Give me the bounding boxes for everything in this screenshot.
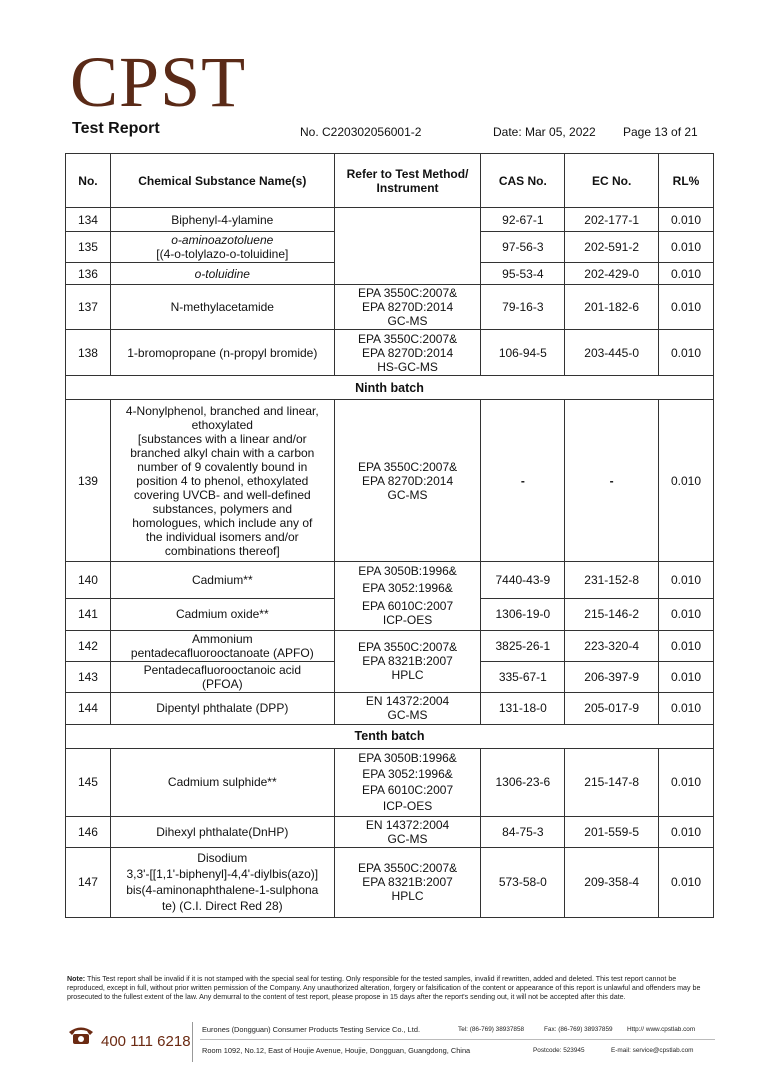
report-header (70, 120, 710, 142)
cell-method (334, 816, 481, 847)
footer-rule (200, 1039, 715, 1040)
col-header-no: No. (66, 154, 111, 208)
report-title: Test Report (72, 120, 160, 137)
cell-no: 139 (66, 400, 111, 562)
method-line: EPA 3550C:2007& (357, 861, 458, 875)
table-row (66, 816, 714, 847)
name-line: the individual isomers and/or (145, 529, 299, 544)
method-line: EPA 3550C:2007& (357, 286, 458, 300)
cell-rl: 0.010 (659, 816, 714, 847)
name-line: Pentadecafluorooctanoic acid (143, 662, 302, 677)
name-line: position 4 to phenol, ethoxylated (136, 473, 309, 488)
name-line: [substances with a linear and/or (137, 431, 307, 446)
name-line: [(4-o-tolylazo-o-toluidine] (156, 247, 289, 261)
cell-method (334, 748, 481, 816)
name-line: ethoxylated (191, 417, 253, 432)
cell-method (334, 630, 481, 692)
cell-rl: 0.010 (659, 208, 714, 232)
company-fax: Fax: (86-769) 38937859 (544, 1026, 613, 1033)
cell-name: o-toluidine (110, 263, 334, 285)
cell-ec: 202-177-1 (565, 208, 659, 232)
cell-name (110, 661, 334, 692)
cell-rl: 0.010 (659, 562, 714, 599)
table-row (66, 692, 714, 724)
batch-header-row (66, 376, 714, 400)
cell-cas: 97-56-3 (481, 232, 565, 263)
cell-cas: 335-67-1 (481, 661, 565, 692)
name-line: homologues, which include any of (132, 515, 313, 530)
name-line: 3,3'-[[1,1'-biphenyl]-4,4'-diylbis(azo)] (126, 867, 319, 881)
method-line: EPA 8270D:2014 (361, 345, 454, 360)
method-line: EPA 6010C:2007 (361, 783, 454, 797)
batch-label: Ninth batch (66, 376, 714, 400)
method-line: EN 14372:2004 (365, 694, 450, 708)
cell-name: Dipentyl phthalate (DPP) (110, 692, 334, 724)
method-line: GC-MS (387, 831, 428, 846)
table-row (66, 598, 714, 630)
cell-method (334, 692, 481, 724)
name-line: covering UVCB- and well-defined (133, 487, 311, 502)
telephone-icon (67, 1025, 95, 1045)
report-number: No. C220302056001-2 (300, 125, 422, 139)
cell-rl: 0.010 (659, 748, 714, 816)
cell-no: 135 (66, 232, 111, 263)
col-header-name: Chemical Substance Name(s) (110, 154, 334, 208)
cell-no: 142 (66, 630, 111, 661)
cpst-logo: CPST (70, 42, 247, 122)
batch-label: Tenth batch (66, 724, 714, 748)
company-website: Http:// www.cpstlab.com (627, 1026, 696, 1033)
col-header-method: Refer to Test Method/ Instrument (334, 154, 481, 208)
hotline-number: 400 111 6218 (101, 1033, 191, 1050)
table-row (66, 285, 714, 330)
method-line: EN 14372:2004 (365, 817, 450, 832)
name-line: branched alkyl chain with a carbon (130, 445, 315, 460)
table-row (66, 208, 714, 232)
table-row (66, 400, 714, 562)
method-line: EPA 3052:1996& (362, 767, 453, 781)
cell-ec: 223-320-4 (565, 630, 659, 661)
method-line: ICP-OES (382, 799, 433, 813)
method-line: EPA 8270D:2014 (361, 300, 454, 314)
company-email: E-mail: service@cpstlab.com (611, 1047, 694, 1054)
cell-no: 147 (66, 847, 111, 917)
footer-divider (192, 1022, 193, 1062)
substance-table (65, 153, 714, 918)
method-line: EPA 3550C:2007& (357, 331, 458, 346)
cell-ec: 215-146-2 (565, 598, 659, 630)
method-line: EPA 3050B:1996& (358, 751, 457, 765)
col-header-rl: RL% (659, 154, 714, 208)
method-line: EPA 8270D:2014 (361, 473, 454, 488)
cell-ec: 202-429-0 (565, 263, 659, 285)
col-header-ec: EC No. (565, 154, 659, 208)
cell-rl: 0.010 (659, 263, 714, 285)
name-line: pentadecafluorooctanoate (APFO) (130, 645, 314, 660)
name-line: (PFOA) (201, 676, 243, 691)
name-line: bis(4-aminonaphthalene-1-sulphona (126, 883, 319, 897)
cell-rl: 0.010 (659, 232, 714, 263)
method-line: HPLC (391, 668, 424, 682)
method-line: EPA 8321B:2007 (362, 875, 453, 889)
method-line: HS-GC-MS (377, 359, 438, 374)
cell-cas: 106-94-5 (481, 330, 565, 376)
cell-cas: 3825-26-1 (481, 630, 565, 661)
cell-cas: 92-67-1 (481, 208, 565, 232)
cell-name (110, 232, 334, 263)
company-address: Room 1092, No.12, East of Houjie Avenue, Houjie, Dongguan, Guangdong, China (202, 1046, 471, 1055)
cell-name: N-methylacetamide (110, 285, 334, 330)
method-line: EPA 3550C:2007& (357, 459, 458, 474)
name-line: Disodium (197, 851, 248, 865)
method-line: HPLC (391, 889, 424, 903)
name-line: te) (C.I. Direct Red 28) (161, 899, 283, 913)
cell-no: 136 (66, 263, 111, 285)
cell-ec: 209-358-4 (565, 847, 659, 917)
cell-no: 143 (66, 661, 111, 692)
method-line: EPA 3050B:1996& (358, 564, 457, 578)
table-row (66, 847, 714, 917)
cell-rl: 0.010 (659, 692, 714, 724)
cell-method (334, 598, 481, 630)
cell-rl: 0.010 (659, 400, 714, 562)
page-number: Page 13 of 21 (623, 125, 698, 139)
cell-method (334, 847, 481, 917)
cell-name (110, 630, 334, 661)
cell-ec: 215-147-8 (565, 748, 659, 816)
page-footer (65, 1022, 715, 1062)
cell-cas: 131-18-0 (481, 692, 565, 724)
cell-cas: 84-75-3 (481, 816, 565, 847)
name-line: number of 9 covalently bound in (137, 459, 308, 474)
table-row (66, 630, 714, 661)
cell-cas: 573-58-0 (481, 847, 565, 917)
cell-rl: 0.010 (659, 661, 714, 692)
table-header-row (66, 154, 714, 208)
method-line: EPA 8321B:2007 (362, 654, 453, 668)
cell-name (110, 847, 334, 917)
table-row (66, 748, 714, 816)
cell-rl: 0.010 (659, 630, 714, 661)
cell-cas: 1306-23-6 (481, 748, 565, 816)
cell-method (334, 562, 481, 599)
cell-cas: 95-53-4 (481, 263, 565, 285)
name-line: 4-Nonylphenol, branched and linear, (125, 403, 319, 418)
cell-method (334, 285, 481, 330)
cell-rl: 0.010 (659, 285, 714, 330)
method-line: EPA 3550C:2007& (357, 640, 458, 654)
name-line: o-aminoazotoluene (171, 233, 274, 247)
cell-no: 146 (66, 816, 111, 847)
cell-cas: 1306-19-0 (481, 598, 565, 630)
cell-cas: 79-16-3 (481, 285, 565, 330)
cell-no: 140 (66, 562, 111, 599)
cell-no: 141 (66, 598, 111, 630)
method-line: GC-MS (387, 708, 428, 722)
cell-method (334, 330, 481, 376)
cell-name (110, 400, 334, 562)
method-line: EPA 3052:1996& (362, 581, 453, 595)
company-postcode: Postcode: 523945 (533, 1047, 585, 1054)
cell-no: 144 (66, 692, 111, 724)
cell-rl: 0.010 (659, 847, 714, 917)
method-line: ICP-OES (382, 613, 433, 627)
cell-ec: 231-152-8 (565, 562, 659, 599)
method-line: EPA 6010C:2007 (361, 599, 454, 613)
note-label: Note: (67, 975, 86, 983)
cell-method (334, 400, 481, 562)
cell-name: Cadmium** (110, 562, 334, 599)
cell-no: 137 (66, 285, 111, 330)
cell-name: Dihexyl phthalate(DnHP) (110, 816, 334, 847)
cell-ec: 202-591-2 (565, 232, 659, 263)
cell-ec: 201-182-6 (565, 285, 659, 330)
cell-no: 145 (66, 748, 111, 816)
cell-ec: 203-445-0 (565, 330, 659, 376)
cell-ec: 206-397-9 (565, 661, 659, 692)
method-line: GC-MS (387, 487, 428, 502)
cell-cas: 7440-43-9 (481, 562, 565, 599)
method-line: GC-MS (387, 314, 428, 328)
name-line: combinations thereof] (164, 543, 280, 558)
report-date: Date: Mar 05, 2022 (493, 125, 596, 139)
company-tel: Tel: (86-769) 38937858 (458, 1026, 525, 1033)
name-line: Ammonium (191, 631, 253, 646)
col-header-cas: CAS No. (481, 154, 565, 208)
name-line: substances, polymers and (152, 501, 292, 516)
cell-ec: 205-017-9 (565, 692, 659, 724)
company-name: Eurones (Dongguan) Consumer Products Testing Service Co., Ltd. (202, 1025, 420, 1034)
note-text: This Test report shall be invalid if it is not stamped with the special seal for testing. Only responsible for the tested samples, invalid if rewritten, added and deleted. This test report cannot be reproduced, except in full, without prior written permission of the Company. Any unauthorized alteration, forgery or falsification of the content or appearance of this report is unlawful and offenders may be prosecuted to the fullest extent of the law. Any demurral to the content of test report, please propose in 15 days after the report's sending out, it will not be accepted after this date. (67, 975, 701, 1001)
cell-rl: 0.010 (659, 598, 714, 630)
table-row (66, 562, 714, 599)
legal-note (67, 975, 715, 1002)
cell-ec: 201-559-5 (565, 816, 659, 847)
cell-ec: - (565, 400, 659, 562)
cell-no: 138 (66, 330, 111, 376)
cell-name: Cadmium sulphide** (110, 748, 334, 816)
cell-method (334, 208, 481, 285)
cell-rl: 0.010 (659, 330, 714, 376)
cell-name: Cadmium oxide** (110, 598, 334, 630)
cell-cas: - (481, 400, 565, 562)
batch-header-row (66, 724, 714, 748)
cell-name: 1-bromopropane (n-propyl bromide) (110, 330, 334, 376)
cell-no: 134 (66, 208, 111, 232)
cell-name: Biphenyl-4-ylamine (110, 208, 334, 232)
table-row (66, 330, 714, 376)
